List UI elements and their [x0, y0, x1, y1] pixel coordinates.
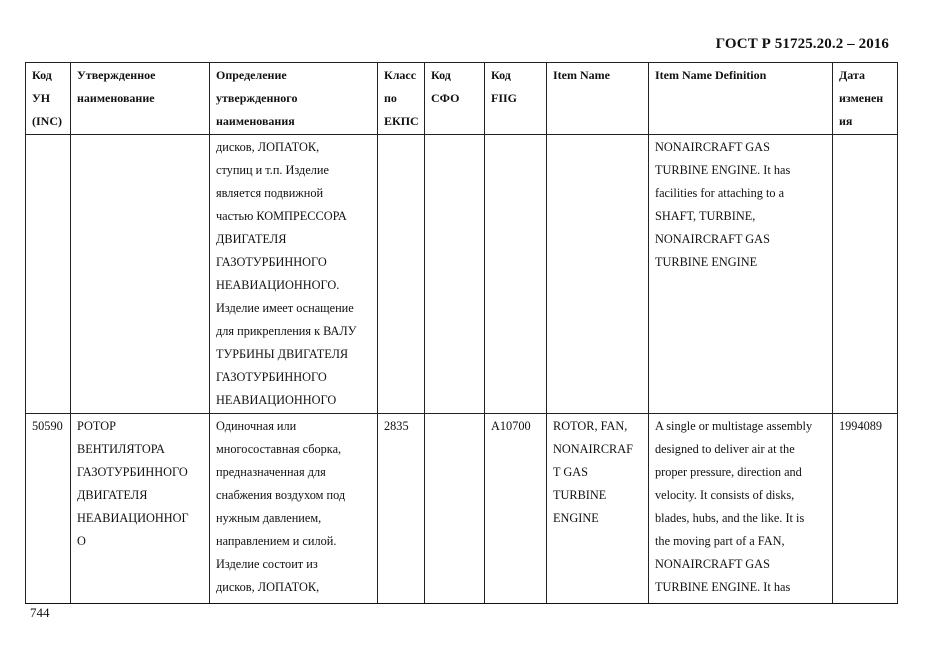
header-fiig-code: Код FIIG: [485, 63, 547, 135]
table-row: [26, 135, 898, 414]
table-header-row: [26, 63, 898, 135]
header-ekps-class: Класс по ЕКПС: [378, 63, 425, 135]
cell-item-name: ROTOR, FAN, NONAIRCRAF T GAS TURBINE ENGINE: [547, 414, 649, 604]
cell-date: 1994089: [833, 414, 898, 604]
cell-inc: 50590: [26, 414, 71, 604]
header-definition: Определение утвержденного наименования: [210, 63, 378, 135]
header-approved-name: Утвержденное наименование: [71, 63, 210, 135]
header-inc-code: Код УН (INC): [26, 63, 71, 135]
page-number: 744: [30, 605, 50, 620]
header-item-definition: Item Name Definition: [649, 63, 833, 135]
cell-inc: [26, 135, 71, 414]
cell-fiig-code: [485, 135, 547, 414]
cell-fiig-code: A10700: [485, 414, 547, 604]
cell-sfo-code: [425, 414, 485, 604]
cell-sfo-code: [425, 135, 485, 414]
classification-table: [25, 62, 898, 604]
cell-definition: Одиночная или многосоставная сборка, предназначенная для снабжения воздухом под нужным давлением, направлением и силой. Изделие состоит из дисков, ЛОПАТОК,: [210, 414, 378, 604]
cell-date: [833, 135, 898, 414]
header-sfo-code: Код СФО: [425, 63, 485, 135]
table-row: [26, 414, 898, 604]
standard-code: ГОСТ Р 51725.20.2 – 2016: [715, 36, 889, 52]
cell-item-definition: NONAIRCRAFT GAS TURBINE ENGINE. It has facilities for attaching to a SHAFT, TURBINE, NONAIRCRAFT GAS TURBINE ENGINE: [649, 135, 833, 414]
cell-approved-name: РОТОР ВЕНТИЛЯТОРА ГАЗОТУРБИННОГО ДВИГАТЕЛЯ НЕАВИАЦИОННОГ О: [71, 414, 210, 604]
cell-approved-name: [71, 135, 210, 414]
cell-item-definition: A single or multistage assembly designed to deliver air at the proper pressure, direction and velocity. It consists of disks, blades, hubs, and the like. It is the moving part of a FAN, NONAIRCRAFT GAS TURBINE ENGINE. It has: [649, 414, 833, 604]
cell-item-name: [547, 135, 649, 414]
cell-definition: дисков, ЛОПАТОК, ступиц и т.п. Изделие является подвижной частью КОМПРЕССОРА ДВИГАТЕЛЯ ГАЗОТУРБИННОГО НЕАВИАЦИОННОГО. Изделие имеет оснащение для прикрепления к ВАЛУ ТУРБИНЫ ДВИГАТЕЛЯ ГАЗОТУРБИННОГО НЕАВИАЦИОННОГО: [210, 135, 378, 414]
header-item-name: Item Name: [547, 63, 649, 135]
header-change-date: Дата изменен ия: [833, 63, 898, 135]
cell-ekps-class: [378, 135, 425, 414]
cell-ekps-class: 2835: [378, 414, 425, 604]
